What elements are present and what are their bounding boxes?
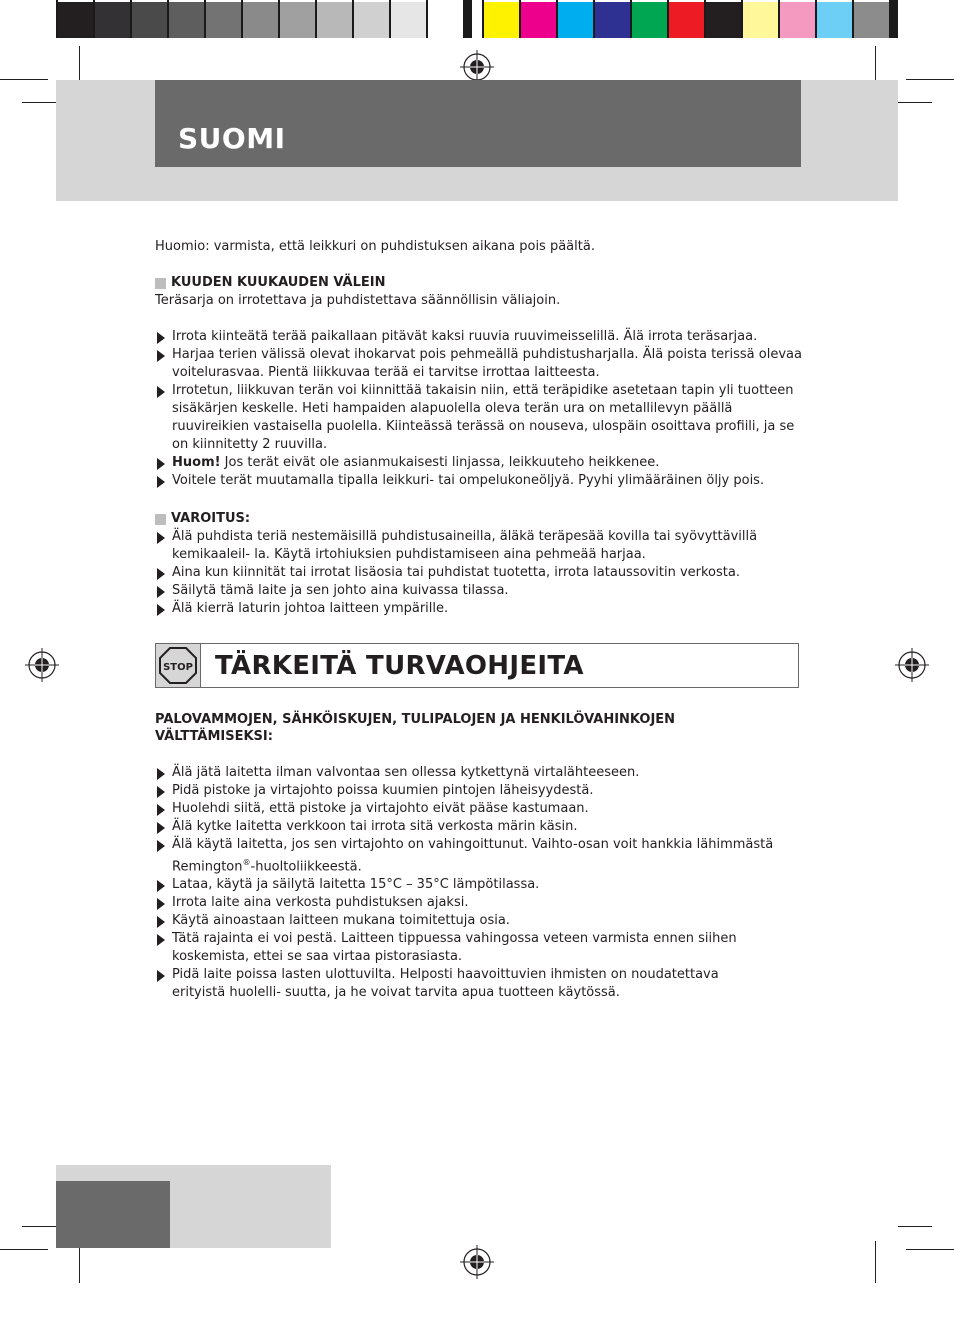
color-swatch	[206, 0, 241, 38]
svg-text:STOP: STOP	[163, 662, 193, 673]
safety-title-box	[155, 643, 799, 688]
list-item: Irrota laite aina verkosta puhdistuksen ajaksi.	[155, 894, 775, 912]
grayscale-strip	[58, 0, 463, 38]
color-swatch	[780, 0, 815, 38]
list-item: Älä puhdista teriä nestemäisillä puhdistusaineilla, äläkä teräpesää kovilla tai syövyttävillä kemikaaleil- la. Käytä irtohiuksien puhdistamiseen aina pehmeää harjaa.	[155, 528, 805, 564]
list-item: Pidä pistoke ja virtajohto poissa kuumien pintojen läheisyydestä.	[155, 782, 775, 800]
list-item: Aina kun kiinnität tai irrotat lisäosia tai puhdistat tuotetta, irrota lataussovitin verkosta.	[155, 564, 805, 582]
list-item: Tätä rajainta ei voi pestä. Laitteen tippuessa vahingossa veteen varmista ennen siihen koskemista, ettei se saa virtaa pistorasiasta.	[155, 930, 775, 966]
list-item: Irrotetun, liikkuvan terän voi kiinnittää takaisin niin, että teräpidike asetetaan tapin yli tuotteen sisäkärjen keskelle. Heti hampaiden alapuolella oleva terän ura on metallilevyn päällä ruuvireikien vastaisella puolella. Kiinteässä terässä on nouseva, ulospäin osoittava profiili, ja se on kiinnitetty 2 ruuvilla.	[155, 382, 805, 454]
registration-mark-icon	[25, 648, 59, 682]
crop-mark	[0, 79, 48, 80]
color-swatch	[428, 0, 463, 38]
registration-mark-icon	[895, 648, 929, 682]
list-item: Älä jätä laitetta ilman valvontaa sen ollessa kytkettynä virtalähteeseen.	[155, 764, 775, 782]
safety-warning-heading: PALOVAMMOJEN, SÄHKÖISKUJEN, TULIPALOJEN JA HENKILÖVAHINKOJEN VÄLTTÄMISEKSI:	[155, 712, 676, 744]
color-swatch	[169, 0, 204, 38]
header-box	[155, 80, 801, 167]
list-item: Huolehdi siitä, että pistoke ja virtajohto eivät pääse kastumaan.	[155, 800, 775, 818]
safety-title: TÄRKEITÄ TURVAOHJEITA	[215, 651, 584, 681]
color-swatch	[743, 0, 778, 38]
square-bullet-icon	[155, 514, 166, 525]
crop-mark	[898, 1226, 932, 1227]
safety-section	[155, 711, 775, 1002]
list-item: Käytä ainoastaan laitteen mukana toimitettuja osia.	[155, 912, 775, 930]
list-item: Säilytä tämä laite ja sen johto aina kuivassa tilassa.	[155, 582, 805, 600]
list-item: Irrota kiinteätä terää paikallaan pitävät kaksi ruuvia ruuvimeisselillä. Älä irrota teräsarjaa.	[155, 328, 805, 346]
registration-mark-icon	[460, 50, 494, 84]
section-heading: VAROITUS:	[155, 510, 805, 528]
list-item: Voitele terät muutamalla tipalla leikkuri- tai ompelukoneöljyä. Pyyhi ylimääräinen öljy pois.	[155, 472, 805, 490]
color-swatch	[558, 0, 593, 38]
crop-mark	[875, 1241, 876, 1283]
stop-sign-icon	[156, 644, 200, 687]
page-title: SUOMI	[178, 122, 286, 155]
color-swatch	[132, 0, 167, 38]
color-swatch	[95, 0, 130, 38]
color-swatch	[280, 0, 315, 38]
color-swatch	[243, 0, 278, 38]
color-swatch	[595, 0, 630, 38]
color-swatch	[58, 0, 93, 38]
color-swatch	[317, 0, 352, 38]
list-item: Älä kierrä laturin johtoa laitteen ympärille.	[155, 600, 805, 618]
crop-mark	[0, 1249, 48, 1250]
list-item: Harjaa terien välissä olevat ihokarvat pois pehmeällä puhdistusharjalla. Älä poista terissä olevaa voitelurasvaa. Pientä liikkuvaa terää ei tarvitse irrottaa laitteesta.	[155, 346, 805, 382]
bullet-list	[155, 528, 805, 618]
color-swatch	[354, 0, 389, 38]
bullet-list	[155, 764, 775, 1002]
color-swatch	[817, 0, 852, 38]
list-item: Älä kytke laitetta verkkoon tai irrota sitä verkosta märin käsin.	[155, 818, 775, 836]
color-swatch	[854, 0, 889, 38]
crop-mark	[22, 1226, 56, 1227]
footer-page-tab	[56, 1181, 170, 1248]
bullet-list	[155, 328, 805, 490]
registration-mark-icon	[460, 1245, 494, 1279]
list-item	[155, 454, 805, 472]
note-text: Huomio: varmista, että leikkuri on puhdistuksen aikana pois päältä.	[155, 239, 595, 254]
color-swatch	[669, 0, 704, 38]
crop-mark	[906, 79, 954, 80]
color-swatch	[706, 0, 741, 38]
stop-icon-cell	[156, 644, 201, 687]
list-item: Älä käytä laitetta, jos sen virtajohto on vahingoittunut. Vaihto-osan voit hankkia lähimmästä Remington®-huoltoliikkeestä.	[155, 836, 775, 876]
color-swatch	[521, 0, 556, 38]
huom-text: Jos terät eivät ole asianmukaisesti linjassa, leikkuuteho heikkenee.	[220, 455, 660, 470]
color-swatch	[484, 0, 519, 38]
color-strip	[484, 0, 889, 38]
crop-mark	[22, 102, 56, 103]
color-swatch	[391, 0, 426, 38]
huom-label: Huom!	[172, 455, 221, 470]
section-warning	[155, 510, 805, 618]
color-swatch	[632, 0, 667, 38]
section-heading: KUUDEN KUUKAUDEN VÄLEIN	[155, 274, 805, 292]
section-intro: Teräsarja on irrotettava ja puhdistettava säännöllisin väliajoin.	[155, 293, 561, 308]
section-six-months	[155, 274, 805, 490]
square-bullet-icon	[155, 278, 166, 289]
list-item: Pidä laite poissa lasten ulottuvilta. Helposti haavoittuvien ihmisten on noudatettava erityistä huolelli- suutta, ja he voivat tarvita apua tuotteen käytössä.	[155, 966, 775, 1002]
list-item: Lataa, käytä ja säilytä laitetta 15°C – 35°C lämpötilassa.	[155, 876, 775, 894]
crop-mark	[906, 1249, 954, 1250]
crop-mark	[898, 102, 932, 103]
